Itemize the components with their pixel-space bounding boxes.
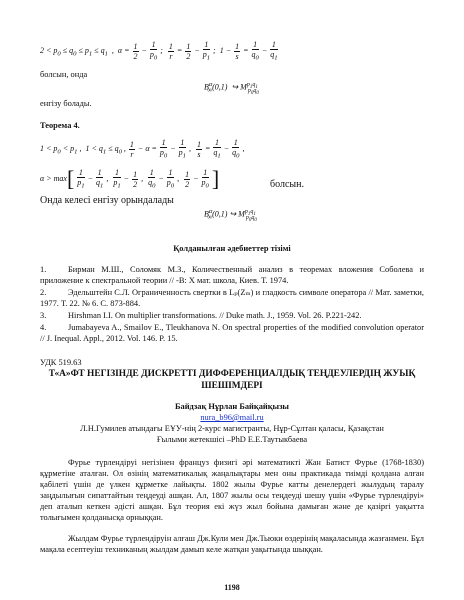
- formula-theorem-conditions-1: $1 < p_0 < p_1$ , $1 < q_1 \le q_0$ , $\frac{1}{r}$ − α = $\frac{1}{p_0}$ − $\frac{1}{p_1}$ , $\frac{1}{s}$ = $\frac{1}{q_1}$ − $\frac{1}{q_0}$ ,: [40, 138, 245, 160]
- article-paragraph-1: Фурье түрлендіруі негізінен француз физигі әрі математикті Жан Батист Фурье (1768-1830) құрметіне аталған. Ол өзінің математикалық жаңалықтары мен оны практикада тиімді қолдана алған қабілеті үшін де үлкен құрметке лайықты. 1802 жылы Фурье катты денелердегі жылудың таралу заңдылығын сипаттайтын теңдеуді ашқан. Ал, 1807 жылы осы теңдеуді шешу үшін «Фурье түрлендіруі» деп аталып кеткен әдісті ашқан. Бұл теория екі жүз жыл бойына дамыған және де қазіргі уақытта толығымен қолданысқа орныққан.: [40, 458, 424, 522]
- text-bolsyn-onda: болсын, онда: [40, 70, 88, 79]
- text-engizu-boladi: енгізу болады.: [40, 99, 92, 108]
- embedding-formula-1: $B^\alpha_\infty(0,1)$ ↪ $M^{p_1q_1}_{p_0q_0}$: [204, 81, 259, 97]
- reference-item-4: [40, 322, 424, 344]
- reference-text: Hirshman I.I. On multiplier transformations. // Duke math. J., 1959. Vol. 26. P.221-242.: [68, 311, 362, 320]
- reference-number: 4.: [40, 323, 47, 332]
- email-link[interactable]: nura_b96@mail.ru: [200, 413, 264, 422]
- reference-text: Бирман М.Ш., Соломяк М.З., Количественный анализ в теоремах вложения Соболева и приложение к спектральной теории // -В: Х мат. школа, Киев. Т. 1974.: [40, 265, 424, 285]
- text-bolsyn: болсын.: [270, 179, 304, 190]
- reference-text: Эдельштейн С.Л. Ограниченность свертки в Lₚ(Zₘ) и гладкость символе оператора // Мат. заметки, 1977. Т. 22. № 6. С. 873-884.: [40, 288, 424, 308]
- reference-text: Jumabayeva A., Smailov E., Tleukhanova N. On spectral properties of the modified convolution operator // J. Inequal. Appl., 2012. Vol. 146. P. 15.: [40, 323, 424, 343]
- reference-item-3: [40, 310, 424, 321]
- udk-code: УДК 519.63: [40, 358, 82, 367]
- page-number: 1198: [224, 583, 240, 592]
- references-heading: Қолданылған әдебиеттер тізімі: [173, 244, 291, 253]
- author-name: Байдзақ Нұрлан Байқайқызы: [175, 402, 289, 411]
- formula-conditions-1: $2 < p_0 \le q_0 \le p_1 \le q_1$ , α = $\frac{1}{2}$ − $\frac{1}{p_0}$ ; $\frac{1}{r}$ = $\frac{1}{2}$ − $\frac{1}{p_1}$ ; 1 − $\frac{1}{s}$ = $\frac{1}{q_0}$ − $\frac{1}{q_1}$: [40, 40, 278, 62]
- reference-item-2: [40, 287, 424, 309]
- author-affiliation: Л.Н.Гумилев атындағы ЕҰУ-нің 2-курс магистранты, Нұр-Сұлтан қаласы, Қазақстан: [80, 424, 384, 433]
- reference-number: 3.: [40, 311, 47, 320]
- article-paragraph-2: Жылдам Фурье түрлендіруін алғаш Дж.Кули мен Дж.Тьюки өздерінің мақаласында жазғанмен. Бұл мақала есептеуіш техниканың жылдам дамып келе жатқан уақытында шыққан.: [40, 534, 424, 554]
- reference-number: 2.: [40, 288, 47, 297]
- supervisor: Ғылыми жетекшісі –PhD Е.Е.Таутыкбаева: [156, 435, 308, 444]
- reference-item-1: [40, 264, 424, 286]
- article-title: Т«А»ФТ НЕГІЗІНДЕ ДИСКРЕТТІ ДИФФЕРЕНЦИАЛДЫҚ ТЕҢДЕУЛЕРДІҢ ЖУЫҚ ШЕШІМДЕРІ: [48, 369, 416, 391]
- embedding-formula-2: $B^\alpha_\infty(0,1)$ ↪ $M^{p_1q_1}_{p_0q_0}$: [204, 208, 257, 224]
- theorem-heading: Теорема 4.: [40, 121, 80, 130]
- reference-number: 1.: [40, 265, 47, 274]
- formula-theorem-conditions-2: α > max[ $\frac{1}{p_1}$ − $\frac{1}{q_1}$ , $\frac{1}{p_1}$ − $\frac{1}{2}$ , $\frac{1}{q_0}$ − $\frac{1}{p_0}$ , $\frac{1}{2}$ − $\frac{1}{p_0}$ ]: [40, 166, 220, 191]
- author-email: [0, 412, 464, 423]
- text-onda-kelesi: Онда келесі енгізу орындалады: [40, 195, 174, 206]
